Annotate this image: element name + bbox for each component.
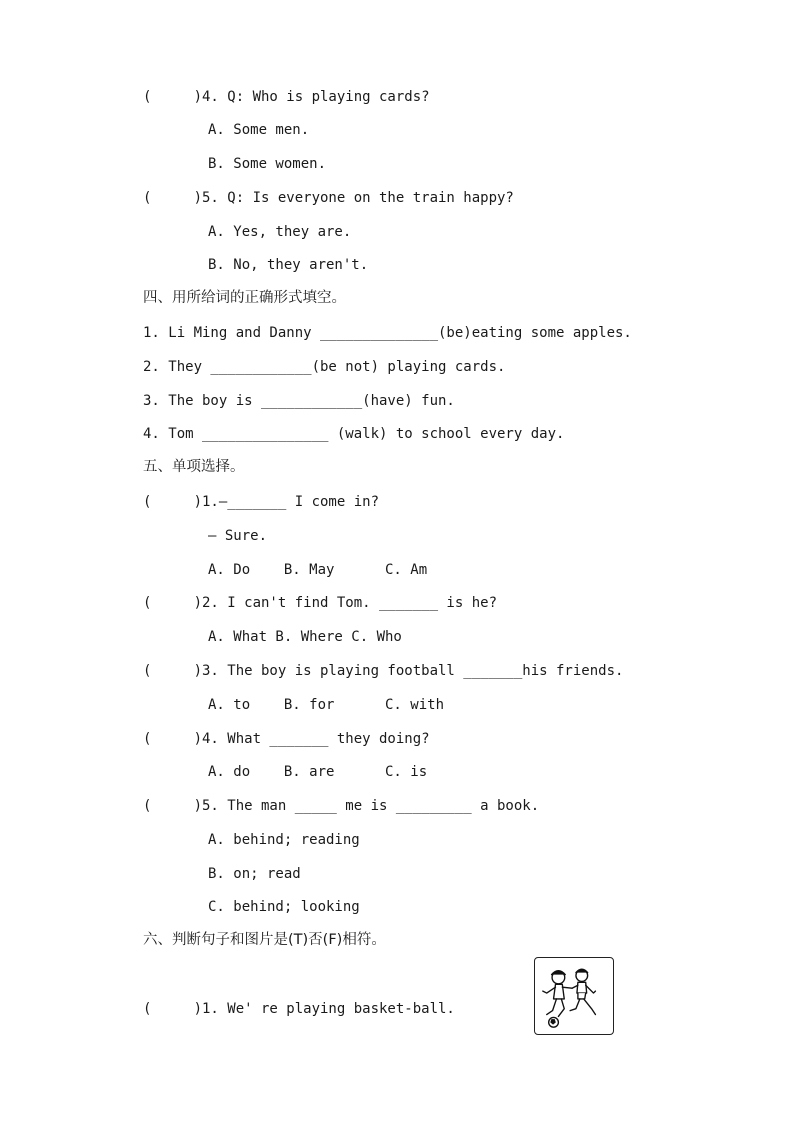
choice-5-option-a: A. behind; reading (208, 832, 360, 848)
choice-1-stem: ( )1.—_______ I come in? (143, 494, 380, 510)
section-6-heading: 六、判断句子和图片是(T)否(F)相符。 (143, 932, 386, 948)
choice-1-reply: — Sure. (208, 528, 268, 544)
choice-5-option-b: B. on; read (208, 866, 301, 882)
choice-4-options: A. do B. are C. is (208, 764, 428, 780)
question-4-option-a: A. Some men. (208, 122, 310, 138)
section-4-heading: 四、用所给词的正确形式填空。 (143, 290, 346, 306)
section-5-heading: 五、单项选择。 (143, 459, 245, 475)
choice-3-options: A. to B. for C. with (208, 697, 445, 713)
two-boys-playing-football-icon (534, 957, 614, 1035)
fill-item-2: 2. They ____________(be not) playing cards. (143, 359, 506, 375)
choice-3-stem: ( )3. The boy is playing football _______his friends. (143, 663, 624, 679)
judge-1-stem: ( )1. We' re playing basket-ball. (143, 1001, 455, 1017)
question-5-option-a: A. Yes, they are. (208, 224, 352, 240)
choice-2-stem: ( )2. I can't find Tom. _______ is he? (143, 595, 498, 611)
fill-item-1: 1. Li Ming and Danny ______________(be)eating some apples. (143, 325, 632, 341)
choice-1-options: A. Do B. May C. Am (208, 562, 428, 578)
fill-item-3: 3. The boy is ____________(have) fun. (143, 393, 455, 409)
choice-4-stem: ( )4. What _______ they doing? (143, 731, 430, 747)
question-4-option-b: B. Some women. (208, 156, 327, 172)
fill-item-4: 4. Tom _______________ (walk) to school every day. (143, 426, 565, 442)
question-4-stem: ( )4. Q: Who is playing cards? (143, 89, 430, 105)
choice-5-option-c: C. behind; looking (208, 899, 360, 915)
choice-5-stem: ( )5. The man _____ me is _________ a book. (143, 798, 540, 814)
question-5-stem: ( )5. Q: Is everyone on the train happy? (143, 190, 514, 206)
question-5-option-b: B. No, they aren't. (208, 257, 369, 273)
choice-2-options: A. What B. Where C. Who (208, 629, 402, 645)
